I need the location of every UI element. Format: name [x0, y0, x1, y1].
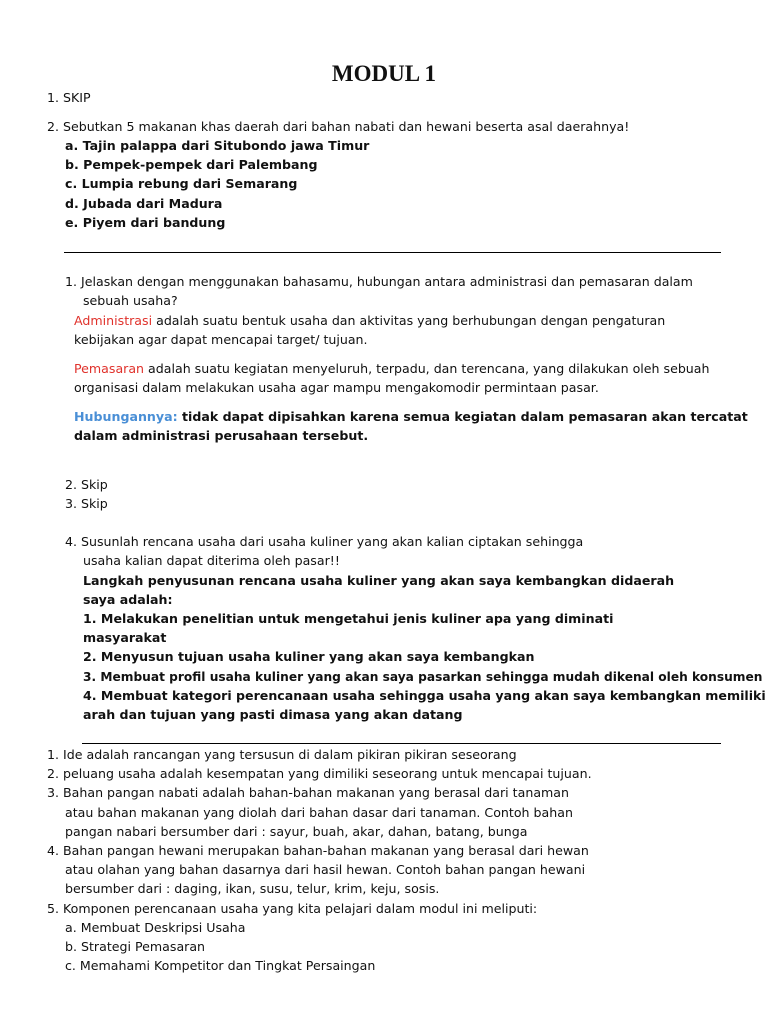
p2-q4-line1: 4. Susunlah rencana usaha dari usaha kuliner yang akan kalian ciptakan sehingga [65, 534, 584, 549]
p3-line: 4. Bahan pangan hewani merupakan bahan-bahan makanan yang berasal dari hewan [47, 843, 589, 858]
p3-line: 5. Komponen perencanaan usaha yang kita pelajari dalam modul ini meliputi: [47, 901, 538, 916]
hubungan-term: Hubungannya: [74, 409, 178, 424]
p2-q1-line2: sebuah usaha? [83, 293, 178, 308]
p3-line: c. Memahami Kompetitor dan Tingkat Persaingan [65, 958, 376, 973]
answer-b: b. Pempek-pempek dari Palembang [65, 157, 318, 172]
admin-definition-line2: kebijakan agar dapat mencapai target/ tujuan. [74, 332, 368, 347]
pemasaran-definition-line2: organisasi dalam melakukan usaha agar mampu mengakomodir permintaan pasar. [74, 380, 599, 395]
answer-c: c. Lumpia rebung dari Semarang [65, 176, 298, 191]
p3-line: atau olahan yang bahan dasarnya dari hasil hewan. Contoh bahan pangan hewani [65, 862, 586, 877]
p2-q1-line1: 1. Jelaskan dengan menggunakan bahasamu, hubungan antara administrasi dan pemasaran dalam [65, 274, 693, 289]
pemasaran-term: Pemasaran [74, 361, 145, 376]
p3-line: b. Strategi Pemasaran [65, 939, 206, 954]
divider-1 [64, 252, 721, 253]
p2-q2-skip: 2. Skip [65, 477, 108, 492]
page-title: MODUL 1 [331, 61, 437, 86]
p3-line: bersumber dari : daging, ikan, susu, telur, krim, keju, sosis. [65, 881, 440, 896]
q4-answer-line: 1. Melakukan penelitian untuk mengetahui jenis kuliner apa yang diminati [83, 611, 614, 626]
admin-term: Administrasi [74, 313, 153, 328]
p2-q4-line2: usaha kalian dapat diterima oleh pasar!! [83, 553, 340, 568]
q4-answer-line: masyarakat [83, 630, 167, 645]
q4-answer-line: arah dan tujuan yang pasti dimasa yang akan datang [83, 707, 463, 722]
answer-d: d. Jubada dari Madura [65, 196, 223, 211]
q4-answer-line: Langkah penyusunan rencana usaha kuliner yang akan saya kembangkan didaerah [83, 573, 675, 588]
q4-answer-line: 2. Menyusun tujuan usaha kuliner yang akan saya kembangkan [83, 649, 535, 664]
p3-line: atau bahan makanan yang diolah dari bahan dasar dari tanaman. Contoh bahan [65, 805, 573, 820]
hubungan-line1: Hubungannya: tidak dapat dipisahkan karena semua kegiatan dalam pemasaran akan tercatat [74, 409, 748, 424]
p3-line: pangan nabari bersumber dari : sayur, buah, akar, dahan, batang, bunga [65, 824, 528, 839]
admin-definition-line1: Administrasi adalah suatu bentuk usaha dan aktivitas yang berhubungan dengan pengaturan [74, 313, 666, 328]
q4-answer-line: 4. Membuat kategori perencanaan usaha sehingga usaha yang akan saya kembangkan memiliki [83, 688, 766, 703]
pemasaran-definition-line1: Pemasaran adalah suatu kegiatan menyeluruh, terpadu, dan terencana, yang dilakukan oleh sebuah [74, 361, 710, 376]
q4-answer-line: saya adalah: [83, 592, 173, 607]
answer-e: e. Piyem dari bandung [65, 215, 226, 230]
p3-line: 2. peluang usaha adalah kesempatan yang dimiliki seseorang untuk mencapai tujuan. [47, 766, 592, 781]
q1-skip: 1. SKIP [47, 90, 91, 105]
hubungan-line2: dalam administrasi perusahaan tersebut. [74, 428, 369, 443]
q4-answer-line: 3. Membuat profil usaha kuliner yang akan saya pasarkan sehingga mudah dikenal oleh konsumen [83, 670, 763, 684]
p3-line: 1. Ide adalah rancangan yang tersusun di dalam pikiran pikiran seseorang [47, 747, 517, 762]
p3-line: 3. Bahan pangan nabati adalah bahan-bahan makanan yang berasal dari tanaman [47, 785, 570, 800]
divider-2 [82, 743, 721, 744]
p3-line: a. Membuat Deskripsi Usaha [65, 920, 246, 935]
q2-question: 2. Sebutkan 5 makanan khas daerah dari bahan nabati dan hewani beserta asal daerahnya! [47, 119, 630, 134]
answer-a: a. Tajin palappa dari Situbondo jawa Timur [65, 138, 370, 153]
p2-q3-skip: 3. Skip [65, 496, 108, 511]
